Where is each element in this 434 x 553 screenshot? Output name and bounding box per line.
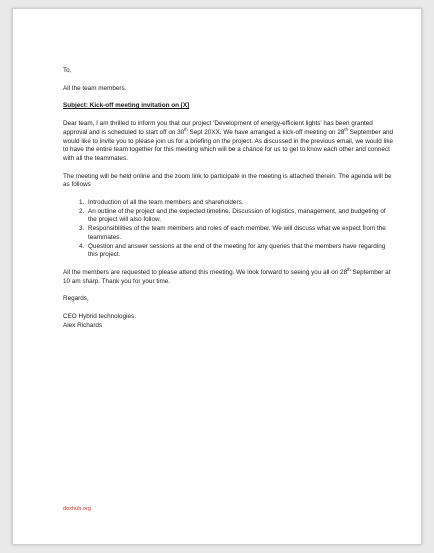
closing: Regards, (63, 295, 89, 303)
agenda-item: 4. Question and answer sessions at the end of the meeting for any queries that the members have regarding this project. (86, 243, 395, 260)
subject-line: Subject: Kick-off meeting invitation on [X] (63, 102, 190, 110)
intro-text-b: Sept 20XX. We have arranged a kick-off meeting on 28 (187, 128, 345, 136)
signature-name: Alex Richards (63, 321, 103, 329)
request-sup: th (347, 266, 351, 272)
letter-body (63, 67, 395, 330)
paragraph-meeting-info: The meeting will be held online and the zoom link to participate in the meeting is attached therein. The agenda will be as follows (63, 172, 392, 189)
intro-text-a: Dear team, I am thrilled to inform you that our project 'Development of energy-efficient lights' has been granted approval and is scheduled to start off on 30 (63, 120, 373, 136)
request-text-a: All the members are requested to please attend this meeting. We look forward to seeing you all on 28 (63, 268, 348, 276)
recipient: All the team members. (63, 84, 127, 92)
intro-sup-a: th (184, 126, 188, 132)
paragraph-request (63, 266, 395, 286)
paragraph-intro (63, 120, 395, 164)
salutation: To, (63, 67, 72, 74)
watermark-link[interactable]: doxhub.org (63, 506, 91, 512)
intro-sup-b: th (344, 126, 348, 132)
document-page (12, 8, 422, 545)
request-text-b: September at 10 am sharp. Thank you for your time. (63, 268, 391, 285)
agenda-item: 1. Introduction of all the team members and shareholders. (86, 199, 395, 208)
agenda-item: 2. An outline of the project and the expected timeline. Discussion of logistics, management, and budgeting of the project will also follow. (86, 208, 395, 225)
agenda-item: 3. Responsibilities of the team members and roles of each member. We will discuss what we expect from the teammates. (86, 225, 395, 242)
intro-text-c: September and would like to invite you to please join us for a briefing on the project. As discussed in the previous email, we would like to have the entire team together for this meeting which will be a chance for us to get to know each other and connect with all the teammates. (63, 128, 394, 162)
signature-title: CEO Hybrid technologies. (63, 313, 136, 321)
agenda-list (63, 199, 395, 260)
